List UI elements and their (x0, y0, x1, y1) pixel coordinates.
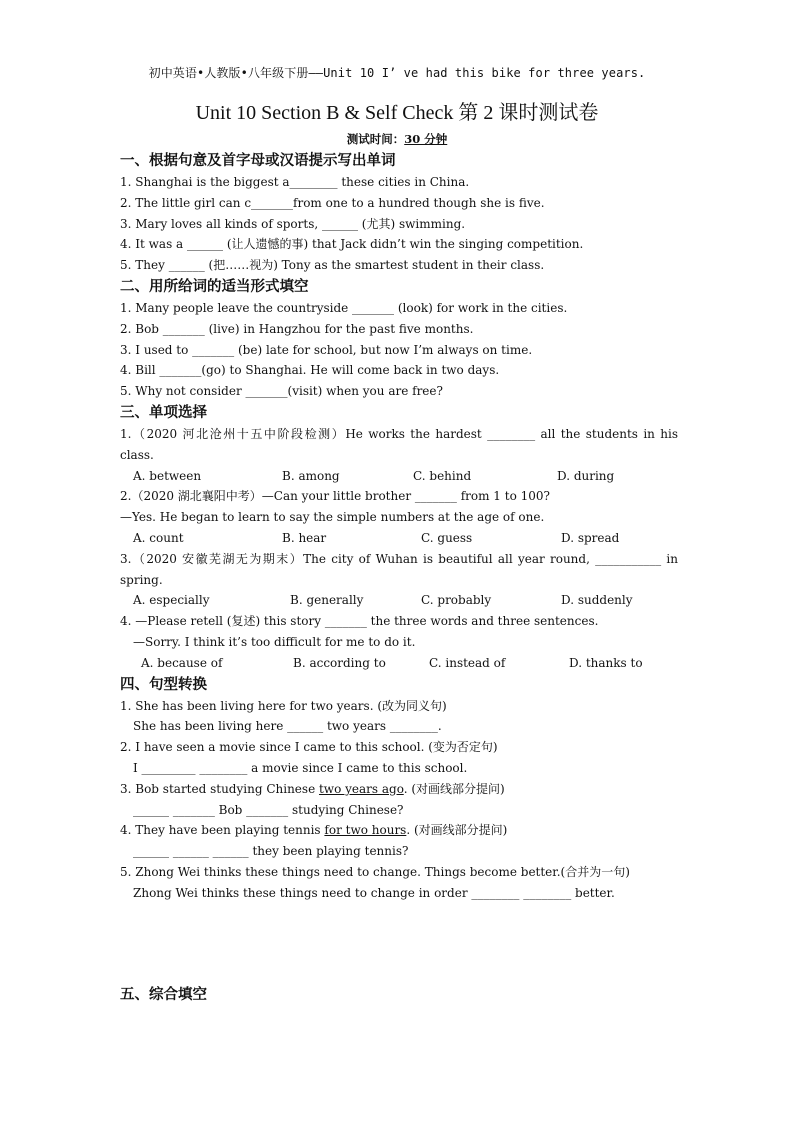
s4-q4-underlined: for two hours (324, 823, 407, 838)
section-2-heading: 二、用所给词的适当形式填空 (120, 278, 309, 295)
option-c: C. behind (413, 468, 472, 483)
s4-q4-instruction: . (对画线部分提问) (406, 823, 508, 838)
option-d: D. during (557, 468, 615, 483)
s1-question-2: 2. The little girl can c_______from one to a hundred though she is five. (120, 195, 545, 210)
option-b: B. hear (282, 530, 327, 545)
s3-question-2-stem: 2.（2020 湖北襄阳中考）—Can your little brother _______ from 1 to 100? (120, 489, 550, 504)
s3-question-2-stem-cont: —Yes. He began to learn to say the simple numbers at the age of one. (120, 510, 545, 525)
option-d: D. suddenly (561, 593, 633, 608)
s4-q4-text: 4. They have been playing tennis (120, 823, 325, 838)
option-a: A. count (133, 530, 184, 545)
s2-question-2: 2. Bob _______ (live) in Hangzhou for the past five months. (120, 321, 474, 336)
option-d: D. thanks to (569, 655, 643, 670)
option-a: A. especially (133, 593, 210, 608)
s3-question-3-stem-cont: spring. (120, 572, 163, 587)
s2-question-1: 1. Many people leave the countryside _______ (look) for work in the cities. (120, 300, 568, 315)
s4-question-1-answer: She has been living here ______ two years ________. (133, 719, 442, 734)
test-time (0, 131, 794, 147)
s4-question-3 (120, 779, 678, 800)
s3-question-4-options (120, 653, 678, 674)
s3-question-1-stem-cont: class. (120, 447, 154, 462)
s4-q3-text: 3. Bob started studying Chinese (120, 781, 319, 796)
s2-question-5: 5. Why not consider _______(visit) when you are free? (120, 384, 443, 399)
s3-question-2-options (120, 528, 678, 549)
s4-q3-instruction: . (对画线部分提问) (403, 781, 505, 796)
option-c: C. instead of (429, 655, 506, 670)
worksheet-content (120, 150, 678, 1006)
s1-question-3: 3. Mary loves all kinds of sports, ______ (尤其) swimming. (120, 216, 466, 231)
option-c: C. guess (421, 530, 473, 545)
s1-question-1: 1. Shanghai is the biggest a________ these cities in China. (120, 175, 470, 189)
s1-question-5: 5. They ______ (把……视为) Tony as the smartest student in their class. (120, 258, 545, 273)
option-d: D. spread (561, 530, 620, 545)
s4-q3-underlined: two years ago (318, 781, 404, 796)
option-b: B. according to (293, 655, 386, 670)
s4-question-2: 2. I have seen a movie since I came to this school. (变为否定句) (120, 740, 498, 755)
s1-question-4: 4. It was a ______ (让人遗憾的事) that Jack didn’t win the singing competition. (120, 237, 584, 252)
option-a: A. between (133, 468, 202, 483)
s4-question-1: 1. She has been living here for two years. (改为同义句) (120, 698, 447, 713)
test-time-value: 30 分钟 (404, 132, 448, 146)
s2-question-4: 4. Bill _______(go) to Shanghai. He will come back in two days. (120, 363, 500, 378)
s3-question-3-options (120, 590, 678, 611)
page-title: Unit 10 Section B & Self Check 第 2 课时测试卷 (195, 102, 599, 124)
s3-question-4-stem-cont: —Sorry. I think it’s too difficult for me to do it. (133, 634, 416, 649)
section-3-heading: 三、单项选择 (120, 404, 207, 421)
section-5-heading: 五、综合填空 (120, 986, 207, 1003)
s4-question-4-answer: ______ ______ ______ they been playing tennis? (133, 844, 409, 859)
s4-question-2-answer: I _________ ________ a movie since I came to this school. (133, 760, 468, 775)
option-c: C. probably (421, 593, 492, 608)
s3-question-3-stem: 3.（2020 安徽芜湖无为期末）The city of Wuhan is beautiful all year round, ___________ in (120, 551, 678, 566)
s3-question-1-stem: 1.（2020 河北沧州十五中阶段检测）He works the hardest ________ all the students in his (120, 426, 678, 441)
section-1-heading: 一、根据句意及首字母或汉语提示写出单词 (120, 153, 396, 169)
s4-question-5-answer: Zhong Wei thinks these things need to change in order ________ ________ better. (133, 885, 615, 900)
page-header: 初中英语•人教版•八年级下册——Unit 10 I’ ve had this bike for three years. (148, 66, 646, 80)
s4-question-3-answer: ______ _______ Bob _______ studying Chinese? (133, 802, 404, 817)
s3-question-4-stem: 4. —Please retell (复述) this story _______ the three words and three sentences. (120, 614, 599, 629)
section-4-heading: 四、句型转换 (120, 676, 207, 693)
option-b: B. among (282, 468, 340, 483)
blank-space (120, 904, 678, 984)
s3-question-1-options (120, 466, 678, 487)
s2-question-3: 3. I used to _______ (be) late for school, but now I’m always on time. (120, 342, 533, 357)
option-a: A. because of (141, 655, 223, 670)
s4-question-4 (120, 820, 678, 841)
test-time-label: 测试时间： (346, 132, 405, 146)
s4-question-5: 5. Zhong Wei thinks these things need to change. Things become better.(合并为一句) (120, 864, 630, 879)
option-b: B. generally (290, 593, 364, 608)
